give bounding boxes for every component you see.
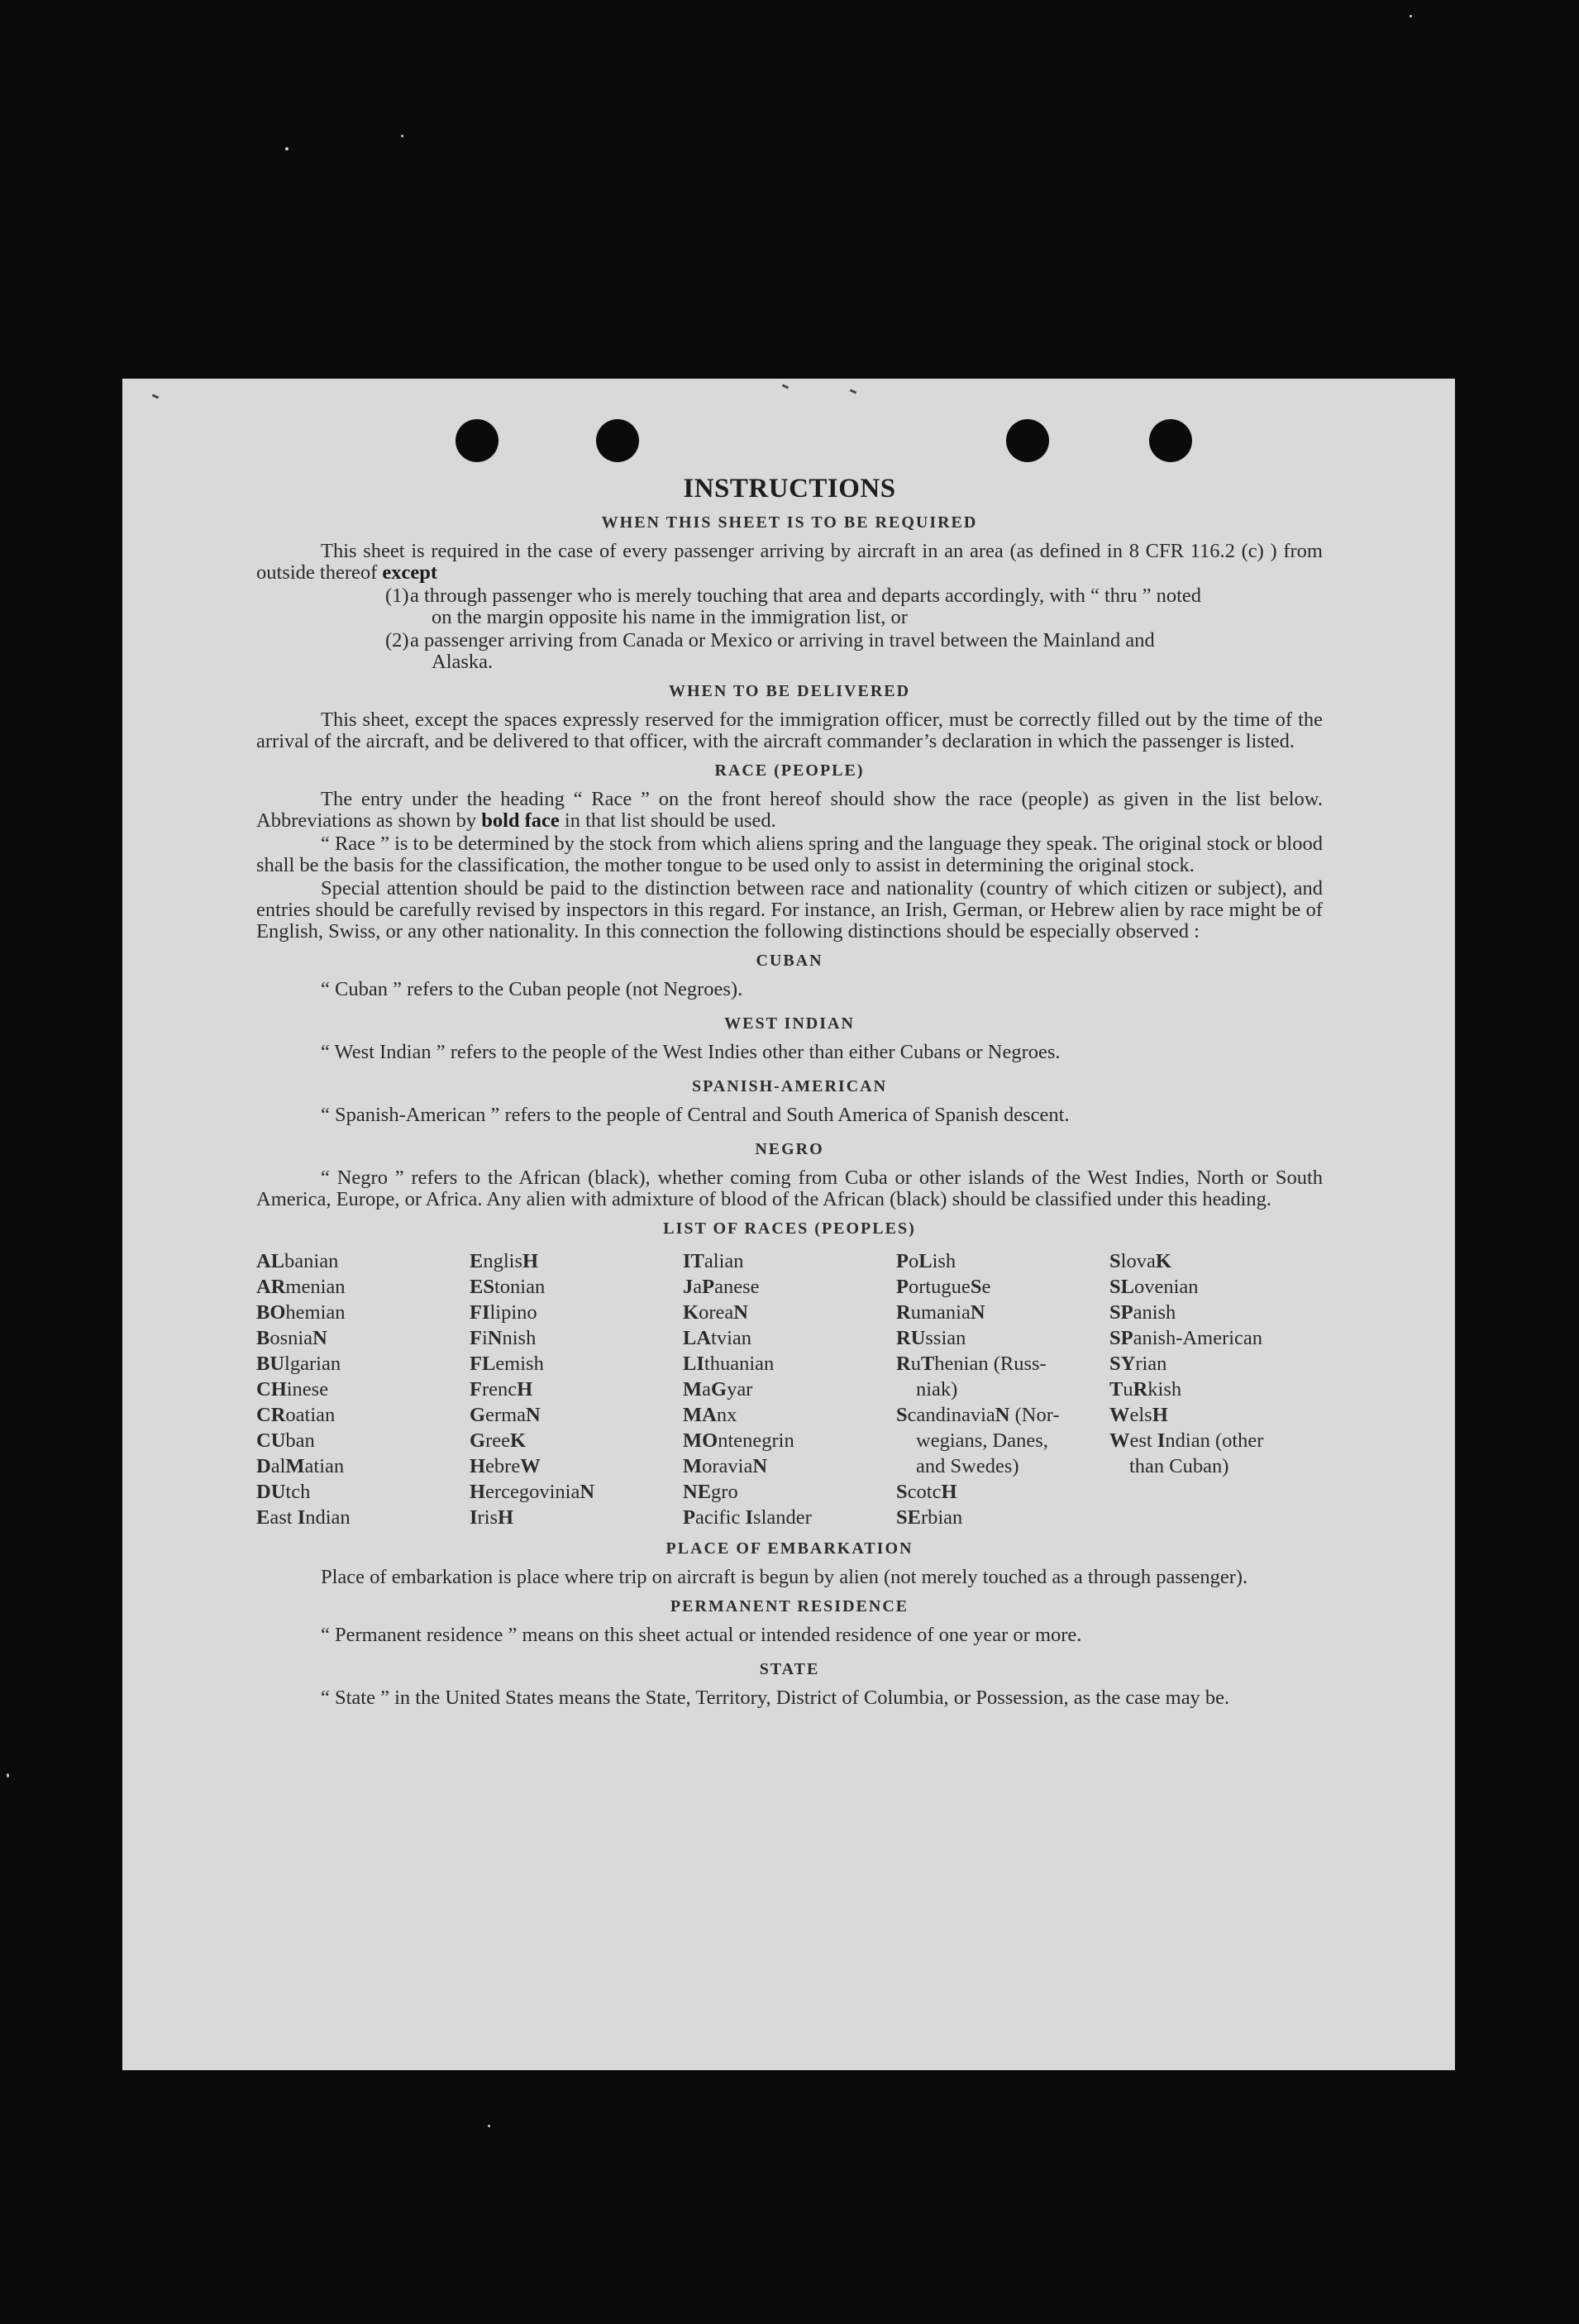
race-column (1109, 1248, 1323, 1530)
instruction-sheet (122, 379, 1455, 2070)
race-entry: GreeK (470, 1429, 527, 1452)
heading-list-of-races: LIST OF RACES (PEOPLES) (663, 1219, 916, 1238)
race-entry: SLovenian (1109, 1276, 1199, 1298)
state-text: “ State ” in the United States means the State, Territory, District of Columbia, or Possession, as the case may be. (321, 1687, 1230, 1709)
race-entry: CHinese (256, 1378, 329, 1401)
race-entry: BUlgarian (256, 1353, 341, 1375)
scan-speck (401, 135, 403, 137)
race-entry: CUban (256, 1429, 315, 1452)
race-entry: LIthuanian (683, 1353, 775, 1375)
heading-permanent-residence: PERMANENT RESIDENCE (670, 1597, 909, 1615)
race-entry: NEgro (683, 1481, 738, 1503)
heading-spanish-american: SPANISH-AMERICAN (691, 1077, 888, 1095)
race-entry: HebreW (470, 1455, 541, 1477)
scan-speck (7, 1773, 9, 1778)
race-paragraph-2: “ Race ” is to be determined by the stock from which aliens spring and the language they speak. The original stock or blood shall be the basis for the classification, the mother tongue to be used only to assist in determining the original stock. (256, 833, 1323, 876)
race-entry: SPanish-American (1109, 1327, 1263, 1349)
heading-race: RACE (PEOPLE) (714, 761, 865, 780)
race-entry: WelsH (1109, 1404, 1168, 1426)
when-required-text: This sheet is required in the case of every passenger arriving by aircraft in an area (as defined in 8 CFR 116.2 (c) ) from outside thereof except (256, 540, 1323, 584)
race-entry: HercegoviniaN (470, 1481, 595, 1503)
race-entry: SErbian (896, 1506, 963, 1529)
heading-cuban: CUBAN (756, 952, 823, 970)
residence-text: “ Permanent residence ” means on this sheet actual or intended residence of one year or more. (321, 1624, 1082, 1646)
race-column (470, 1248, 683, 1530)
race-entry: JaPanese (683, 1276, 760, 1298)
race-entry: ScotcH (896, 1481, 957, 1503)
race-entry: BOhemian (256, 1301, 346, 1324)
race-entry: MoraviaN (683, 1455, 768, 1477)
race-column (683, 1248, 896, 1530)
race-entry: FiNnish (470, 1327, 537, 1349)
race-entry: SYrian (1109, 1353, 1167, 1375)
punch-hole (456, 419, 499, 462)
scan-speck (488, 2125, 490, 2127)
heading-state: STATE (759, 1660, 820, 1678)
race-entry: FIlipino (470, 1301, 537, 1324)
race-entry: MOntenegrin (683, 1429, 794, 1452)
spanish-american-text: “ Spanish-American ” refers to the people of Central and South America of Spanish descent. (321, 1104, 1070, 1126)
race-entry: ARmenian (256, 1276, 346, 1298)
race-entry: CRoatian (256, 1404, 336, 1426)
race-entry: EStonian (470, 1276, 546, 1298)
race-entry: ITalian (683, 1250, 744, 1272)
race-entry: PoLish (896, 1250, 956, 1272)
scan-speck (285, 147, 289, 150)
heading-west-indian: WEST INDIAN (724, 1014, 855, 1033)
race-entry: KoreaN (683, 1301, 748, 1324)
punch-hole (1006, 419, 1049, 462)
embarkation-text: Place of embarkation is place where trip on aircraft is begun by alien (not merely touched as a through passenger). (321, 1566, 1248, 1588)
race-entry: ALbanian (256, 1250, 339, 1272)
race-entry: Pacific Islander (683, 1506, 812, 1529)
punch-hole (596, 419, 639, 462)
race-entry: BosniaN (256, 1327, 327, 1349)
negro-text: “ Negro ” refers to the African (black), whether coming from Cuba or other islands of the West Indies, North or South America, Europe, or Africa. Any alien with admixture of blood of the African (black) should be classified under this heading. (256, 1167, 1323, 1210)
race-entry: DUtch (256, 1481, 311, 1503)
race-entry: DalMatian (256, 1455, 345, 1477)
heading-negro: NEGRO (755, 1140, 824, 1158)
cuban-text: “ Cuban ” refers to the Cuban people (not Negroes). (321, 978, 743, 1000)
race-entry: ScandinaviaN (Nor- wegians, Danes, and Swedes) (896, 1404, 1060, 1477)
race-entry: East Indian (256, 1506, 351, 1529)
race-entry: PortugueSe (896, 1276, 991, 1298)
heading-when-required: WHEN THIS SHEET IS TO BE REQUIRED (601, 513, 978, 532)
race-column (896, 1248, 1109, 1530)
race-entry: TuRkish (1109, 1378, 1182, 1401)
race-entry: FrencH (470, 1378, 533, 1401)
race-entry: GermaN (470, 1404, 541, 1426)
race-entry: MAnx (683, 1404, 737, 1426)
race-entry: IrisH (470, 1506, 514, 1529)
race-entry: RumaniaN (896, 1301, 985, 1324)
heading-when-delivered: WHEN TO BE DELIVERED (668, 682, 911, 700)
scan-mark (152, 394, 160, 398)
race-list (256, 1248, 1323, 1530)
race-entry: MaGyar (683, 1378, 753, 1401)
race-entry: EnglisH (470, 1250, 539, 1272)
race-entry: West Indian (other than Cuban) (1109, 1429, 1264, 1477)
race-paragraph-3: Special attention should be paid to the distinction between race and nationality (country of which citizen or subject), and entries should be carefully revised by inspectors in this regard. For instance, an Irish, German, or Hebrew alien by race might be of English, Swiss, or any other nationality. In this connection the following distinctions should be especially observed : (256, 877, 1323, 942)
scan-mark (782, 384, 790, 389)
exception-item: (1) a through passenger who is merely touching that area and departs accordingly, with “ thru ” noted on the margin opposite his name in the immigration list, or (385, 585, 1202, 628)
exception-item: (2) a passenger arriving from Canada or Mexico or arriving in travel between the Mainland and Alaska. (385, 629, 1155, 673)
punch-hole (1149, 419, 1192, 462)
page-title: INSTRUCTIONS (683, 474, 896, 503)
scan-speck (1410, 15, 1412, 17)
when-delivered-text: This sheet, except the spaces expressly reserved for the immigration officer, must be correctly filled out by the time of the arrival of the aircraft, and be delivered to that officer, with the aircraft commander’s declaration in which the passenger is listed. (256, 709, 1323, 752)
scan-mark (850, 389, 857, 394)
race-entry: RUssian (896, 1327, 966, 1349)
race-column (256, 1248, 470, 1530)
race-entry: FLemish (470, 1353, 544, 1375)
race-entry: LAtvian (683, 1327, 752, 1349)
race-entry: RuThenian (Russ- niak) (896, 1353, 1047, 1401)
race-entry: SlovaK (1109, 1250, 1171, 1272)
instructions-content (256, 473, 1323, 1711)
race-entry: SPanish (1109, 1301, 1176, 1324)
race-paragraph-1: The entry under the heading “ Race ” on the front hereof should show the race (people) as given in the list below. Abbreviations as shown by bold face in that list should be used. (256, 788, 1323, 832)
west-indian-text: “ West Indian ” refers to the people of the West Indies other than either Cubans or Negroes. (321, 1041, 1061, 1063)
heading-embarkation: PLACE OF EMBARKATION (665, 1539, 914, 1558)
